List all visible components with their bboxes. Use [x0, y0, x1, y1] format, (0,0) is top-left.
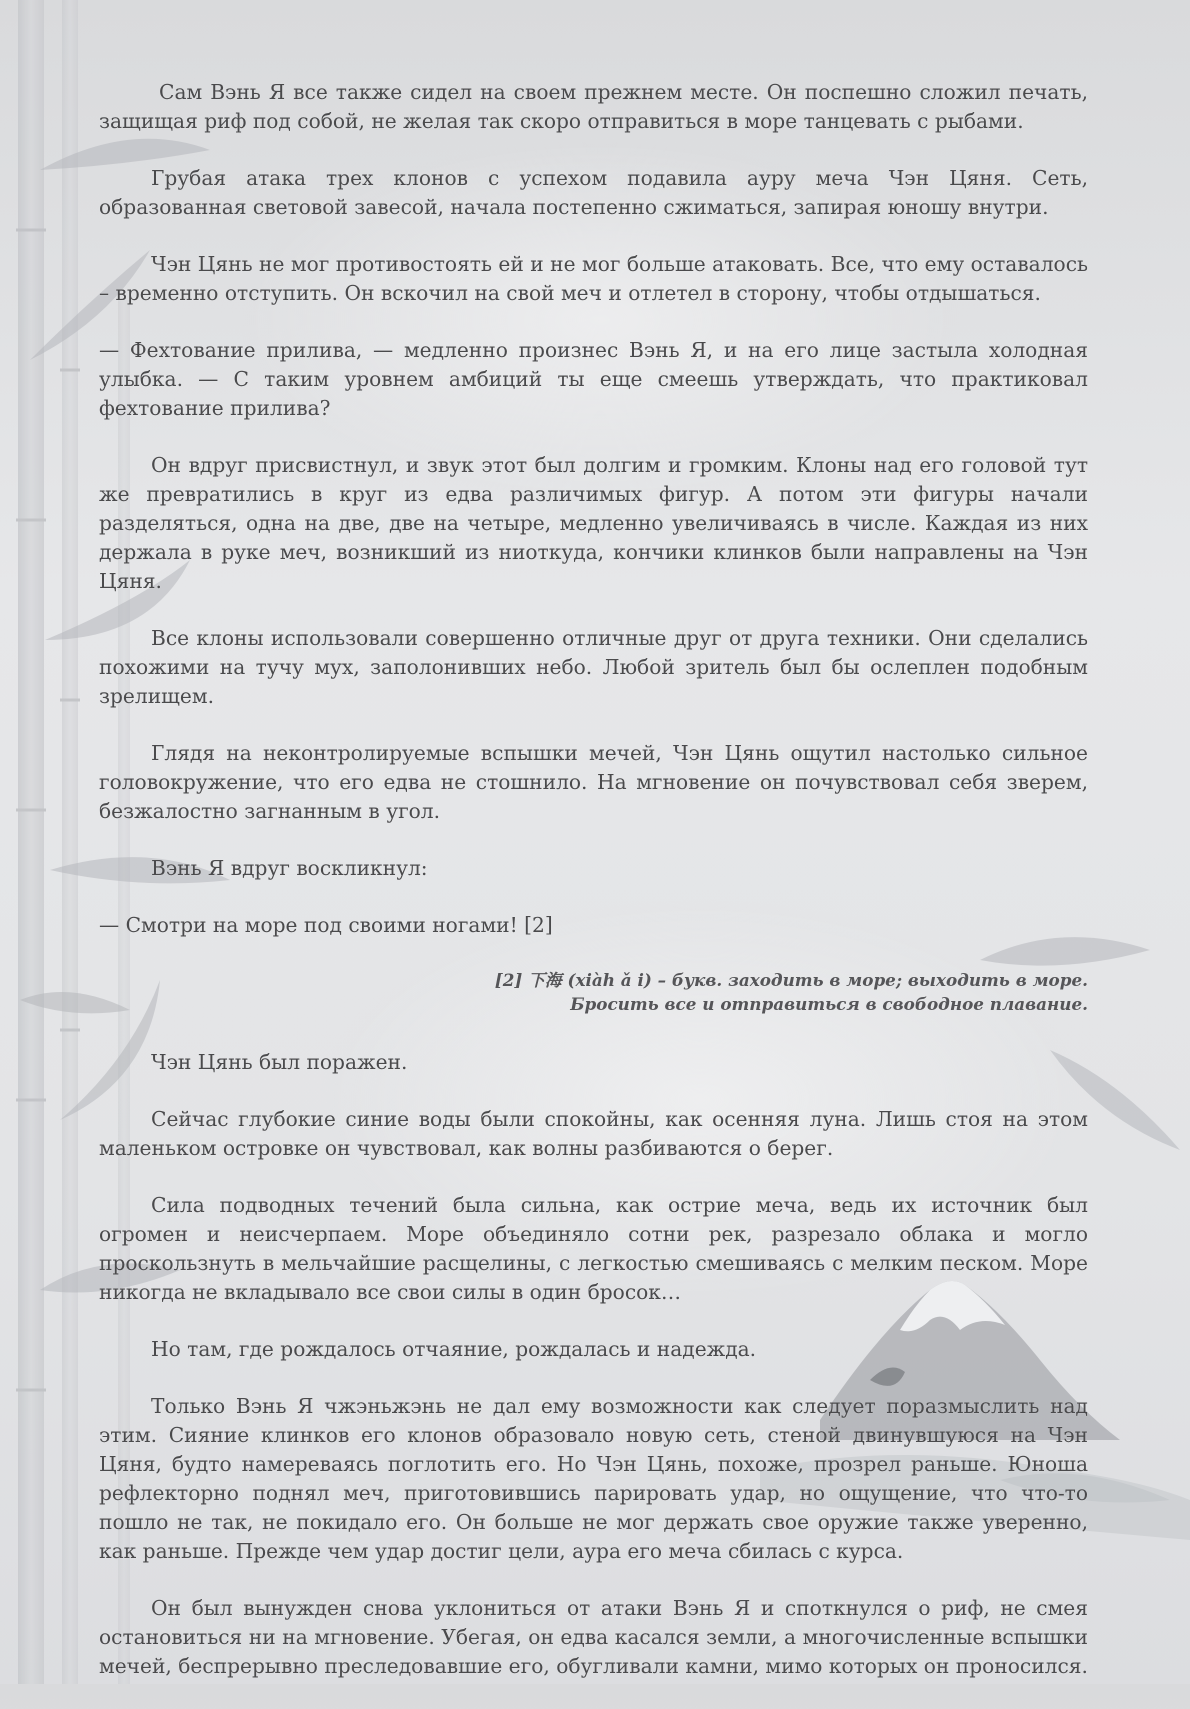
- dialogue-paragraph: — Смотри на море под своими ногами! [2]: [99, 913, 553, 937]
- paragraph: Сейчас глубокие синие воды были спокойны, как осенняя луна. Лишь стоя на этом маленьком островке он чувствовал, как волны разбиваются о берег.: [99, 1107, 1088, 1160]
- paragraph: Но там, где рождалось отчаяние, рождалась и надежда.: [151, 1337, 757, 1361]
- paragraph: Чэн Цянь был поражен.: [151, 1050, 408, 1074]
- paragraph: Грубая атака трех клонов с успехом подавила ауру меча Чэн Цяня. Сеть, образованная световой завесой, начала постепенно сжиматься, запирая юношу внутри.: [99, 166, 1088, 219]
- footnote-line: [2] 下海 (xiàh ǎ i) – букв. заходить в море; выходить в море.: [494, 970, 1088, 990]
- paragraph: Чэн Цянь не мог противостоять ей и не мог больше атаковать. Все, что ему оставалось – временно отступить. Он вскочил на свой меч и отлетел в сторону, чтобы отдышаться.: [99, 252, 1088, 305]
- paragraph: Глядя на неконтролируемые вспышки мечей, Чэн Цянь ощутил настолько сильное головокружение, что его едва не стошнило. На мгновение он почувствовал себя зверем, безжалостно загнанным в угол.: [99, 741, 1088, 823]
- dialogue-paragraph: — Фехтование прилива, — медленно произнес Вэнь Я, и на его лице застыла холодная улыбка. — С таким уровнем амбиций ты еще смеешь утверждать, что практиковал фехтование прилива?: [99, 338, 1088, 420]
- paragraph: Он был вынужден снова уклониться от атаки Вэнь Я и споткнулся о риф, не смея остановиться ни на мгновение. Убегая, он едва касался земли, а многочисленные вспышки мечей, беспрерывно преследовавшие его, обугливали камни, мимо которых он проносился.: [99, 1596, 1088, 1678]
- paragraph: Сила подводных течений была сильна, как острие меча, ведь их источник был огромен и неисчерпаем. Море объединяло сотни рек, разрезало облака и могло проскользнуть в мельчайшие расщелины, с легкостью смешиваясь с мелким песком. Море никогда не вкладывало все свои силы в один бросок…: [99, 1193, 1088, 1304]
- paragraph: Вэнь Я вдруг воскликнул:: [151, 856, 428, 880]
- document-page: [99, 78, 1088, 1709]
- footnote: [99, 968, 1088, 1016]
- paragraph: Только Вэнь Я чжэньжэнь не дал ему возможности как следует поразмыслить над этим. Сияние клинков его клонов образовало новую сеть, стеной двинувшуюся на Чэн Цяня, будто намереваясь поглотить его. Но Чэн Цянь, похоже, прозрел раньше. Юноша рефлекторно поднял меч, приготовившись парировать удар, но ощущение, что что-то пошло не так, не покидало его. Он больше не мог держать свое оружие также уверенно, как раньше. Прежде чем удар достиг цели, аура его меча сбилась с курса.: [99, 1394, 1088, 1563]
- paragraph: Все клоны использовали совершенно отличные друг от друга техники. Они сделались похожими на тучу мух, заполонивших небо. Любой зритель был бы ослеплен подобным зрелищем.: [99, 626, 1088, 708]
- paragraph: Сам Вэнь Я все также сидел на своем прежнем месте. Он поспешно сложил печать, защищая риф под собой, не желая так скоро отправиться в море танцевать с рыбами.: [99, 80, 1088, 133]
- paragraph: Он вдруг присвистнул, и звук этот был долгим и громким. Клоны над его головой тут же превратились в круг из едва различимых фигур. А потом эти фигуры начали разделяться, одна на две, две на четыре, медленно увеличиваясь в числе. Каждая из них держала в руке меч, возникший из ниоткуда, кончики клинков были направлены на Чэн Цяня.: [99, 453, 1088, 593]
- footnote-line: Бросить все и отправиться в свободное плавание.: [570, 994, 1088, 1014]
